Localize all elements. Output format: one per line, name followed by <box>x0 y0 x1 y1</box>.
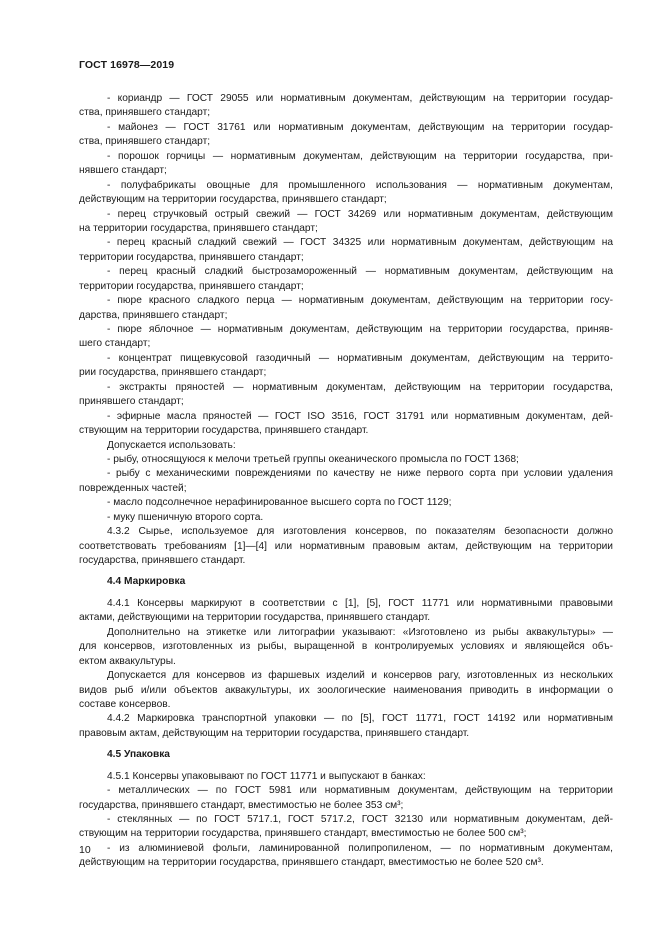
text-line: - рыбу, относящуюся к мелочи третьей группы океанического промысла по ГОСТ 1368; <box>107 453 519 465</box>
text-line: нявшего стандарт; <box>79 165 167 177</box>
text-line: актами, действующими на территории государства, принявшего стандарт. <box>79 612 431 624</box>
spacer <box>79 568 613 575</box>
text-line: 4.4.2 Маркировка транспортной упаковки — по [5], ГОСТ 11771, ГОСТ 14192 или нормативным <box>107 713 613 725</box>
text-line: - пюре яблочное — нормативным документам, действующим на территории государства, приняв- <box>107 324 613 335</box>
text-line: действующим на территории государства, принявшего стандарт, вместимостью не более 520 см³. <box>79 857 544 869</box>
text-line: государства, принявшего стандарт, вместимостью не более 353 см³; <box>79 799 404 811</box>
text-line: на территории государства, принявшего стандарт; <box>79 222 318 234</box>
text-line: действующим на территории государства, принявшего стандарт; <box>79 194 387 206</box>
text-line: территории государства, принявшего стандарт; <box>79 251 304 263</box>
page-number: 10 <box>79 844 91 856</box>
text-line: - стеклянных — по ГОСТ 5717.1, ГОСТ 5717.2, ГОСТ 32130 или нормативным документам, дей- <box>107 814 613 825</box>
section-heading: 4.5 Упаковка <box>107 749 170 761</box>
text-line: правовым актам, действующим на территории государства, принявшего стандарт. <box>79 727 470 739</box>
text-line: принявшего стандарт; <box>79 396 184 408</box>
text-line: - экстракты пряностей — нормативным документам, действующим на территории государства, <box>107 381 613 393</box>
text-line: - кориандр — ГОСТ 29055 или нормативным документам, действующим на территории государ- <box>107 93 613 104</box>
document-body <box>79 92 613 871</box>
text-line: ствующим на территории государства, принявшего стандарт. <box>79 425 369 437</box>
section-heading: 4.4 Маркировка <box>107 576 186 588</box>
text-line: - муку пшеничную второго сорта. <box>107 511 264 523</box>
text-line: видов рыб и/или объектов аквакультуры, их зоологические наименования приводить в информации о <box>79 684 613 696</box>
text-line: для консервов, изготовленных из рыбы, выращенной в контролируемых условиях и являющейся объ- <box>79 641 613 653</box>
text-line: ектом аквакультуры. <box>79 655 176 667</box>
spacer <box>79 763 613 770</box>
spacer <box>79 741 613 748</box>
text-line: - концентрат пищевкусовой газодичный — нормативным документам, действующим на террито- <box>107 352 613 364</box>
text-line: - масло подсолнечное нерафинированное высшего сорта по ГОСТ 1129; <box>107 497 452 509</box>
text-line: составе консервов. <box>79 698 171 710</box>
text-line: ства, принявшего стандарт; <box>79 136 211 148</box>
text-line: 4.3.2 Сырье, используемое для изготовления консервов, по показателям безопасности должно <box>107 526 613 538</box>
text-line: государства, принявшего стандарт. <box>79 555 246 566</box>
text-line: - пюре красного сладкого перца — нормативным документам, действующим на территории госу- <box>107 295 613 307</box>
text-line: поврежденных частей; <box>79 482 187 494</box>
text-line: рии государства, принявшего стандарт; <box>79 367 267 379</box>
text-line: дарства, принявшего стандарт; <box>79 309 228 321</box>
text-line: 4.5.1 Консервы упаковывают по ГОСТ 11771 и выпускают в банках: <box>107 770 426 782</box>
text-line: 4.4.1 Консервы маркируют в соответствии с [1], [5], ГОСТ 11771 или нормативными правовыми <box>107 597 613 609</box>
text-line: - майонез — ГОСТ 31761 или нормативным документам, действующим на территории государ- <box>107 121 613 133</box>
text-line: соответствовать требованиям [1]—[4] или нормативным правовым актам, действующим на территории <box>79 540 613 552</box>
text-line: ства, принявшего стандарт; <box>79 107 211 119</box>
text-line: - рыбу с механическими повреждениями по качеству не ниже первого сорта при условии удаления <box>107 468 613 480</box>
text-line: - перец красный сладкий свежий — ГОСТ 34325 или нормативным документам, действующим на <box>107 237 613 249</box>
text-line: - эфирные масла пряностей — ГОСТ ISO 3516, ГОСТ 31791 или нормативным документам, дей- <box>107 410 613 422</box>
text-line: шего стандарт; <box>79 338 151 350</box>
text-line: Допускается для консервов из фаршевых изделий и консервов рагу, изготовленных из нескольких <box>107 670 613 682</box>
text-line: - порошок горчицы — нормативным документам, действующим на территории государства, при- <box>107 150 613 162</box>
text-line: - металлических — по ГОСТ 5981 или нормативным документам, действующим на территории <box>107 785 613 797</box>
text-line: Дополнительно на этикетке или литографии указывают: «Изготовлено из рыбы аквакультуры» — <box>107 626 613 638</box>
text-line: - перец стручковый острый свежий — ГОСТ 34269 или нормативным документам, действующим <box>107 208 613 220</box>
text-line: - перец красный сладкий быстрозамороженный — нормативным документам, действующим на <box>107 266 613 278</box>
text-line: ствующим на территории государства, принявшего стандарт, вместимостью не более 500 см³; <box>79 828 527 840</box>
text-line: - из алюминиевой фольги, ламинированной полипропиленом, — по нормативным документам, <box>107 842 613 854</box>
text-line: территории государства, принявшего стандарт; <box>79 280 304 292</box>
text-line: - полуфабрикаты овощные для промышленного использования — нормативным документам, <box>107 179 613 191</box>
document-header: ГОСТ 16978—2019 <box>79 59 175 71</box>
text-line: Допускается использовать: <box>107 439 236 451</box>
spacer <box>79 590 613 597</box>
